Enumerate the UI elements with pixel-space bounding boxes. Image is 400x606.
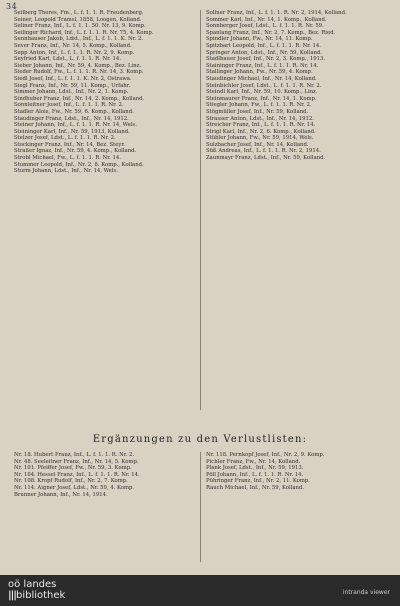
list-entry: Stadler Alois, Fw., Nr. 59, 6. Komp., Kolland. — [14, 108, 134, 115]
list-entry: Seilinger Richard, Inf., L. f. 1. 1. R. Nr. 75, 4. Komp. — [14, 29, 154, 36]
list-entry: Steininger Karl, Inf., Nr. 59, 1913, Kolland. — [14, 128, 130, 135]
list-entry: Straßer Ignaz, Inf., Nr. 59, 4. Komp., Kolland. — [14, 148, 137, 155]
list-entry: Stiegler Johann, Fw., L. f. 1. 1. R. Nr. 2. — [206, 102, 312, 109]
supplement-left-column — [14, 452, 198, 498]
list-entry: Siedl Josef, Inf., L. f. 1. 1. K. Nr. 2, Ostrawa. — [14, 75, 132, 82]
list-entry: Stummer Leopold, Inf., Nr. 2, 8. Komp., Kolland. — [14, 161, 144, 168]
list-entry: Zaunmayr Franz, Ldst., Inf., Nr. 59, Kolland. — [206, 155, 326, 162]
list-entry: Sonnleitner Josef, Inf., L. f. 1. 1. R. Nr. 2. — [14, 102, 124, 109]
list-entry: Stögmüller Josef, Inf., Nr. 59, Kolland. — [206, 108, 309, 115]
list-entry: Nr. 108. Kropf Rudolf, Inf., Nr. 2, 7. Komp. — [14, 478, 128, 485]
list-entry: Sepp Anton, Inf., L. f. 1. 1. R. Nr. 2, 9. Komp. — [14, 49, 135, 56]
list-entry: Rauch Michael, Inf., Nr. 59, Kolland. — [206, 484, 305, 491]
list-entry: Sindhuber Franz, Inf., Nr. 14, 2. Komp., Kolland. — [14, 95, 145, 102]
list-entry: Seilberg Theres, Fm., L. f. 1. 1. R. Freudenberg. — [14, 10, 144, 16]
list-entry: Steinmaurer Franz, Inf., Nr. 14, 1. Komp. — [206, 95, 317, 102]
viewer-footer — [0, 575, 400, 606]
list-entry: Pühringer Franz, Inf., Nr. 2, 11. Komp. — [206, 478, 310, 485]
list-entry: Nr. 101. Pfeiffer Josef, Fw., Nr. 59, 3. Komp. — [14, 465, 132, 472]
list-entry: Sieber Johann, Inf., Nr. 59, 4. Komp., Bez. Linz. — [14, 62, 142, 69]
library-logo[interactable] — [8, 579, 65, 601]
list-entry: Seiner, Leopold Tramsl, 1858, Loogen, Kolland. — [14, 16, 142, 23]
list-entry: Nr. 18. Hubert Franz, Inf., L. f. 1. 1. R. Nr. 2. — [14, 452, 135, 458]
list-entry: Pöll Johann, Inf., L. f. 1. 1. R. Nr. 14. — [206, 471, 304, 478]
list-entry: Spitzbart Leopold, Inf., L. f. 1. 1. R. Nr. 14. — [206, 42, 321, 49]
list-entry: Plank Josef, Ldst., Inf., Nr. 59, 1913. — [206, 465, 304, 472]
list-entry: Steinbichler Josef, Ldst., L. f. 1. 1. R. Nr. 2. — [206, 82, 322, 89]
list-entry: Nr. 114. Aigner Josef, Ldst., Nr. 59, 4. Komp. — [14, 484, 135, 491]
list-entry: Simmer Johann, Ldst., Inf., Nr. 2, 1. Komp. — [14, 89, 129, 96]
section-title: Ergänzungen zu den Verlustlisten: — [92, 434, 308, 445]
list-entry: Stockinger Franz, Inf., Nr. 14, Bez. Steyr. — [14, 141, 125, 148]
list-entry: Pichler Franz, Fw., Nr. 14, Kolland. — [206, 458, 301, 465]
list-entry: Nr. 104. Hessel Franz, Inf., L. f. 1. 1. R. Nr. 14. — [14, 471, 140, 478]
list-entry: Stelzer Josef, Ldst., L. f. 1. 1. R. Nr. 2. — [14, 135, 116, 142]
list-entry: Seliner Franz, Inf., L. f. 1. 1. 50. Nr. 13, 9. Komp. — [14, 23, 146, 30]
list-entry: Spindler Johann, Fw., Nr. 14, 11. Komp. — [206, 36, 313, 43]
logo-bars-icon: ||| — [8, 590, 16, 601]
list-entry: Steiner Johann, Inf., L. f. 1. 1. R. Nr. 14, Wels. — [14, 122, 137, 129]
list-entry: Süß Andreas, Inf., L. f. 1. 1. R. Nr. 2, 1914. — [206, 148, 321, 155]
list-entry: Sennhauser Jakob, Ldst., Inf., L. f. 1. 1. K. Nr. 2. — [14, 36, 144, 43]
viewer-label: intranda viewer — [342, 589, 390, 596]
list-entry: Sturm Johann, Ldst., Inf., Nr. 14, Wels. — [14, 168, 118, 175]
page-number: 34 — [6, 2, 18, 11]
supplement-right-column — [206, 452, 390, 492]
list-entry: Strasser Anton, Ldst., Inf., Nr. 14, 1912. — [206, 115, 314, 122]
list-entry: Springer Anton, Ldst., Inf., Nr. 59, Kolland. — [206, 49, 322, 56]
list-entry: Nr. 48. Seeleitner Franz, Inf., Nr. 14, 5. Komp. — [14, 458, 139, 465]
list-entry: Sever Franz, Inf., Nr. 14, 5. Komp., Kolland. — [14, 42, 132, 49]
supplement-divider — [200, 452, 201, 562]
list-entry: Sollner Franz, Inf., L. f. 1. 1. R. Nr. 2, 1914, Kolland. — [206, 10, 347, 16]
column-divider — [200, 10, 201, 410]
list-entry: Stadlbauer Josef, Inf., Nr. 2, 3. Komp., 1913. — [206, 56, 326, 63]
logo-line2: bibliothek — [15, 590, 66, 601]
list-entry: Steindl Karl, Inf., Nr. 59, 10. Komp., Linz. — [206, 89, 318, 96]
list-entry: Stübler Johann, Fw., Nr. 59, 1914, Wels. — [206, 135, 314, 142]
list-entry: Sieder Rudolf, Fw., L. f. 1. 1. R. Nr. 14, 3. Komp. — [14, 69, 144, 76]
right-column — [206, 10, 390, 162]
list-entry: Strobl Michael, Fw., L. f. 1. 1. R. Nr. 14. — [14, 155, 121, 162]
list-entry: Sulzbacher Josef, Inf., Nr. 14, Kolland. — [206, 141, 309, 148]
list-entry: Staininger Franz, Inf., L. f. 1. 1. R. Nr. 14. — [206, 62, 319, 69]
list-entry: Sommer Karl, Inf., Nr. 14, 1. Komp., Kolland. — [206, 16, 327, 23]
list-entry: Nr. 118. Pernkopf Josef, Inf., Nr. 2, 9. Komp. — [206, 452, 325, 458]
logo-line1: oö landes — [8, 579, 57, 590]
list-entry: Streicher Franz, Inf., L. f. 1. 1. R. Nr. 14. — [206, 122, 316, 129]
left-column — [14, 10, 198, 175]
list-entry: Spanlang Franz, Inf., Nr. 2, 7. Komp., Bez. Ried. — [206, 29, 336, 36]
list-entry: Seyfried Karl, Ldst., L. f. 1. 1. R. Nr. 14. — [14, 56, 121, 63]
list-entry: Brunner Johann, Inf., Nr. 14, 1914. — [14, 491, 108, 498]
list-entry: Strigl Karl, Inf., Nr. 2, 6. Komp., Kolland. — [206, 128, 316, 135]
list-entry: Staudinger Michael, Inf., Nr. 14, Kolland. — [206, 75, 317, 82]
list-entry: Siegl Franz, Inf., Nr. 59, 11. Komp., Urfahr. — [14, 82, 131, 89]
list-entry: Stallinger Johann, Fw., Nr. 59, 4. Komp. — [206, 69, 313, 76]
list-entry: Staudinger Franz, Ldst., Inf., Nr. 14, 1912. — [14, 115, 129, 122]
list-entry: Sonnberger Josef, Ldst., L. f. 1. 1. R. Nr. 59. — [206, 23, 324, 30]
